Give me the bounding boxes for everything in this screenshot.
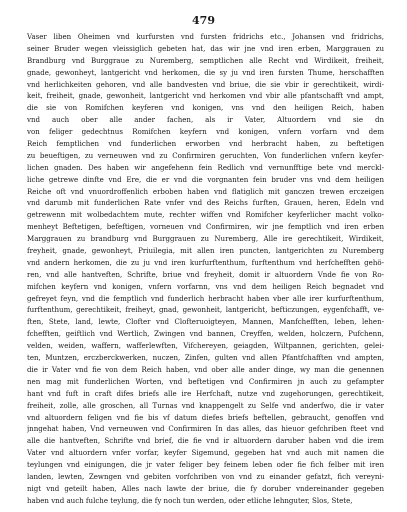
- text-line: vnd auch ober alle ander fachen, als ir Vater, Altuordern vnd sie dn: [27, 115, 384, 125]
- text-line: nen mag mit funderlichen Worten, vnd beftetigen vnd Confirmiren jn auch zu gefampter: [27, 376, 384, 386]
- text-line: vnd darumb mit funderlichen Rate vnfer vnd des Reichs furften, Grauen, heren, Edeln vnd: [27, 198, 384, 208]
- text-line: die ir Vater vnd fie von dem Reich haben, vnd ober alle ander dinge, wy man die genennen: [27, 364, 384, 374]
- text-line: gnade, gewonheyt, lantgericht vnd herkomen, die sy ju vnd iren fursten Thume, herschafften: [27, 67, 384, 77]
- text-line: furftenthum, gerechtikeit, freiheyt, gnad, gewonheit, lantgericht, befticzungen, eygenfchafft, ve-: [27, 305, 384, 315]
- text-line: haben vnd auch fulche teylung, die fy noch tun werden, oder etliche lehnguter, Slos, Stete,: [27, 495, 353, 505]
- text-line: die sie von Romifchen keyferen vnd konigen, vns vnd den heiligen Reich, haben: [27, 103, 384, 113]
- body-text: [27, 31, 384, 507]
- text-line: ten, Muntzen, erczberckwerken, nuczen, Zinfen, gulten vnd allen Pfantfchafften vnd ampten,: [27, 353, 384, 363]
- text-line: Reich femptlichen vnd funderlichen erworben vnd herbracht haben, zu beftetigen: [27, 139, 384, 149]
- text-line: vnd herlichkeiten gehoren, vnd alle bandvesten vnd briue, die sie vbir ir gerechtikeit, wirdi-: [27, 79, 384, 89]
- text-line: freyheit, gnade, gewonheyt, Priuilegia, mit allen iren puncten, lantgerichten zu Nuremberg: [27, 246, 384, 256]
- text-line: vnd altuordern feligen vnd fie bis vf datum diefes briefs beftellen, gebraucht, genoffen vnd: [27, 412, 384, 422]
- text-line: zu beueftigen, zu verneuwen vnd zu Confirmiren geruchten, Von funderlichen vnfern keyfer-: [27, 150, 384, 160]
- text-line: getrewenn mit wolbedachtem mute, rechter wiffen vnd Romifcher keyferlicher macht volko-: [27, 210, 384, 220]
- page-number: 479: [192, 14, 215, 27]
- text-line: von feliger gedechtnus Romifchen keyfern vnd konigen, vnfern vorfarn vnd dem: [27, 127, 384, 137]
- text-line: Reiche oft vnd vnuordroffenlich erboben haben vnd flatiglich mit ganczen trewen erczeigen: [27, 186, 384, 196]
- text-line: Vaser liben Oheimen vnd kurfursten vnd fursten fridrichs etc., Johansen vnd fridrichs,: [27, 32, 384, 41]
- text-line: freiheit, zolle, alle groschen, all Turnas vnd knappengelt zu Selfe vnd anderfwo, die ir vater: [27, 400, 384, 410]
- text-line: lichen gnaden. Des haben wir angefehenn fein Redlich vnd vernunfftige bete vnd merckl-: [27, 162, 384, 172]
- text-line: keit, freiheit, gnade, gewonheit, lantgericht vnd herkomen vnd vbir alle pfantschafft vnd ampt,: [27, 91, 384, 101]
- text-line: ften, Stete, land, lewte, Clofter vnd Clofteruoigteyen, Mannen, Manfchefften, leben, lehen-: [27, 317, 384, 327]
- text-line: fchefften, geiftlich vnd Wertlich, Zwingen vnd bannen, Creyffen, welden, holczern, Pufchenn,: [27, 329, 384, 339]
- text-line: Marggrauen zu brandburg vnd Burggrauen zu Nuremberg, Alle ire gerechtikeit, Wirdikeit,: [27, 234, 384, 244]
- text-line: seiner Bruder wegen vleissiglich gebeten hat, das wir jne vnd iren erben, Marggrauen zu: [27, 43, 384, 53]
- text-line: teylungen vnd einigungen, die jr vater feliger bey feinem leben oder fie fich felber mit iren: [27, 460, 384, 470]
- text-line: Brandburg vnd Burggraue zu Nuremberg, semptlichen alle Recht vnd Wirdikeit, freiheit,: [27, 55, 384, 65]
- text-line: mifchen keyfern vnd konigen, vnfern vorfarnn, vns vnd dem heiligen Reich begnadet vnd: [27, 281, 384, 291]
- text-line: nigt vnd geteilt haben, Alles nach lawte der briue, die fy doruber vndereinander gegeben: [27, 483, 384, 493]
- text-line: liche getrewe dinfte vnd Ere, die er vnd die vorgnanten fein bruder vns vnd dem heiligen: [27, 174, 384, 184]
- text-line: gefreyet feyn, vnd die femptlich vnd funderlich herbracht haben vber alle irer kurfurftenthum,: [27, 293, 384, 303]
- text-line: menheyt Beftetigen, befeftigen, vorneuen vnd Confirmiren, wir jne femptlich vnd iren erben: [27, 222, 384, 232]
- text-line: jnngehat haben, Vnd verneuwen vnd Confirmiren In das alles, das hieuor gefchriben fteet vnd: [27, 424, 384, 434]
- text-line: vnd andern herkomen, die zu ju vnd iren kurfurftenthum, furftenthum vnd herfchefften gehö-: [27, 257, 384, 267]
- text-line: ren, vnd alle hantveften, Schrifte, briue vnd freyheit, domit ir altuordern Vnde fie von Ro-: [27, 269, 384, 279]
- text-line: hant vnd fuft in craft difes briefs alle ire Herfchaft, nutze vnd zugehorungen, gerechtikeit,: [27, 388, 384, 398]
- text-line: Vater vnd altuordern vnfer vorfar, keyfer Sigemund, gegeben hat vnd auch mit namen die: [27, 448, 384, 458]
- text-line: velden, weiden, waffern, wafferlewften, Vifchereyen, geiagden, Wiltpannen, gerichten, gelei-: [27, 341, 384, 351]
- text-line: landen, lewten, Zewngen vnd gebiten vorfchriben von vnd zu einander gefatzt, fich vereyni-: [27, 471, 384, 481]
- text-line: alle die hantveften, Schrifte vnd brief, die fie vnd ir altuordern daruber haben vnd die irem: [27, 436, 384, 446]
